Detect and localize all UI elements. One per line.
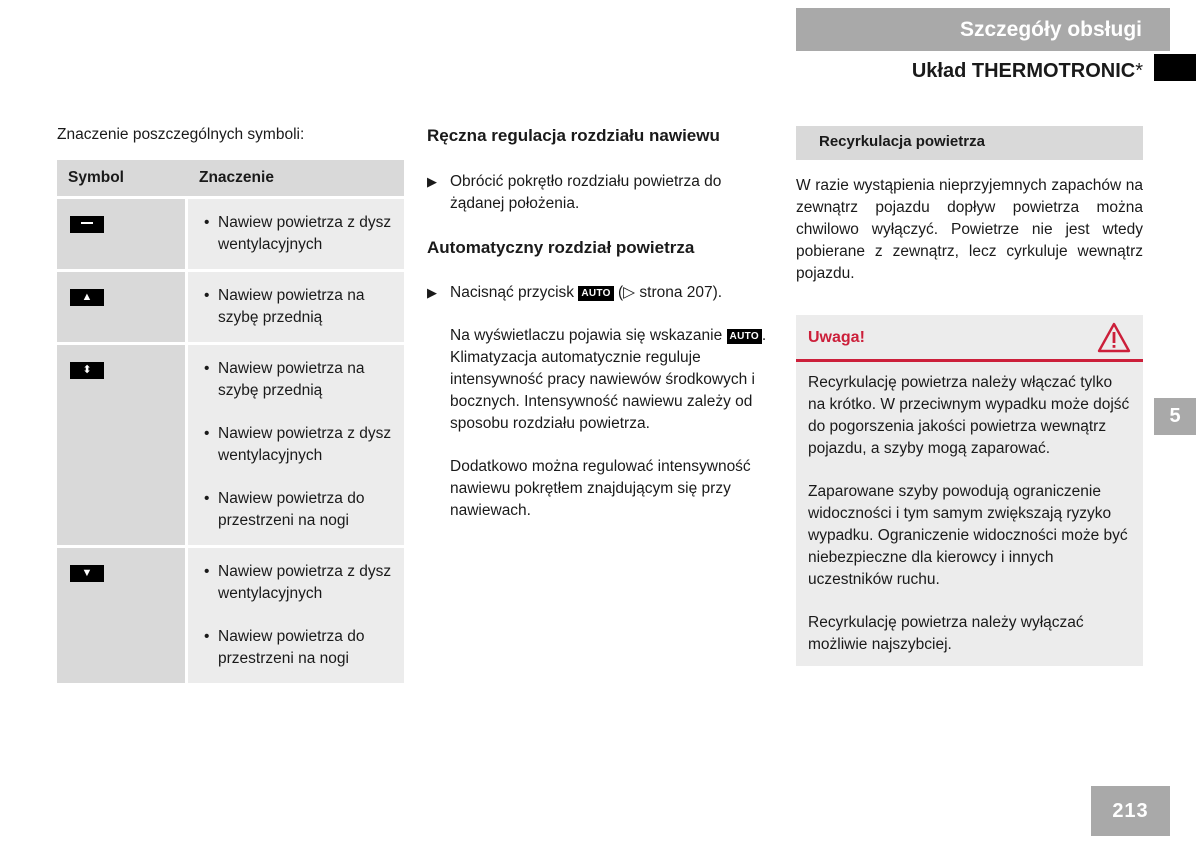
symbols-intro: Znaczenie poszczególnych symboli: [57, 126, 305, 143]
chapter-title: Układ THERMOTRONIC* [911, 60, 1143, 82]
section-header: Szczegóły obsługi [796, 8, 1170, 51]
auto-step: ▶ Nacisnąć przycisk AUTO (▷ strona 207). [427, 282, 772, 304]
additional-regulation-text: Dodatkowo można regulować intensywność nawiewu pokrętłem znajdującym się przy nawiewach. [450, 458, 751, 519]
list-item: • Nawiew powietrza z dysz wentylacyjnych [204, 214, 392, 253]
list-item: • Nawiew powietrza na szybę przednią [204, 360, 365, 399]
list-item: • Nawiew powietrza do przestrzeni na nogi [204, 490, 365, 529]
manual-distribution-heading: Ręczna regulacja rozdziału nawiewu [427, 126, 720, 145]
display-indication-text: Na wyświetlaczu pojawia się wskazanie AUTO . Klimatyzacja automatycznie reguluje intensywność pracy nawiewów środkowych i bocznych. Intensywność nawiewu zależy od sposobu rozdziału powietrza. [450, 327, 767, 432]
column-header-symbol: Symbol [68, 169, 124, 186]
recirculation-heading: Recyrkulacja powietrza [796, 126, 1143, 160]
warning-paragraph: Zaparowane szyby powodują ograniczenie widoczności i tym samym zwiększają ryzyko wypadku. Ograniczenie widoczności może być niebezpieczne dla kierowcy i innych uczestników ruchu. [808, 483, 1128, 588]
warning-paragraph: Recyrkulację powietrza należy wyłączać możliwie najszybciej. [808, 614, 1084, 653]
list-item: • Nawiew powietrza na szybę przednią [204, 287, 365, 326]
warning-paragraph: Recyrkulację powietrza należy włączać tylko na krótko. W przeciwnym wypadku może dojść do pogorszenia jakości powietrza wewnątrz pojazdu, a szyby mogą zaparować. [808, 374, 1130, 457]
manual-step: ▶ Obrócić pokrętło rozdziału powietrza do żądanej położenia. [427, 171, 772, 215]
page-number: 213 [1091, 786, 1170, 836]
list-item: • Nawiew powietrza z dysz wentylacyjnych [204, 425, 392, 464]
table-header-row [57, 160, 404, 196]
table-row [57, 345, 404, 545]
arrow-down-icon: ▼ [70, 565, 104, 582]
chapter-tab: 5 [1154, 398, 1196, 435]
table-row [57, 199, 404, 269]
auto-display-icon: AUTO [727, 329, 762, 344]
warning-title: Uwaga! [808, 329, 865, 346]
warning-box [796, 315, 1143, 666]
auto-button-icon: AUTO [578, 286, 613, 301]
warning-body [808, 372, 1133, 677]
chapter-marker [1154, 54, 1196, 81]
list-item: • Nawiew powietrza do przestrzeni na nogi [204, 628, 365, 667]
arrow-up-icon: ▲ [70, 289, 104, 306]
table-row [57, 272, 404, 342]
symbols-table [57, 160, 404, 686]
step-arrow-icon: ▶ [427, 285, 437, 300]
dash-icon [70, 216, 104, 233]
step-arrow-icon: ▶ [427, 174, 437, 189]
auto-distribution-heading: Automatyczny rozdział powietrza [427, 238, 695, 257]
recirculation-text: W razie wystąpienia nieprzyjemnych zapachów na zewnątrz pojazdu dopływ powietrza można chwilowo wyłączyć. Powietrze nie jest wtedy pobierane z zewnątrz, lecz cyrkuluje wewnątrz pojazdu. [796, 177, 1143, 282]
warning-header [796, 315, 1143, 362]
warning-triangle-icon [1097, 322, 1131, 353]
list-item: • Nawiew powietrza z dysz wentylacyjnych [204, 563, 392, 602]
table-row [57, 548, 404, 683]
arrow-up-down-icon: ⬍ [70, 362, 104, 379]
column-header-meaning: Znaczenie [199, 169, 274, 186]
